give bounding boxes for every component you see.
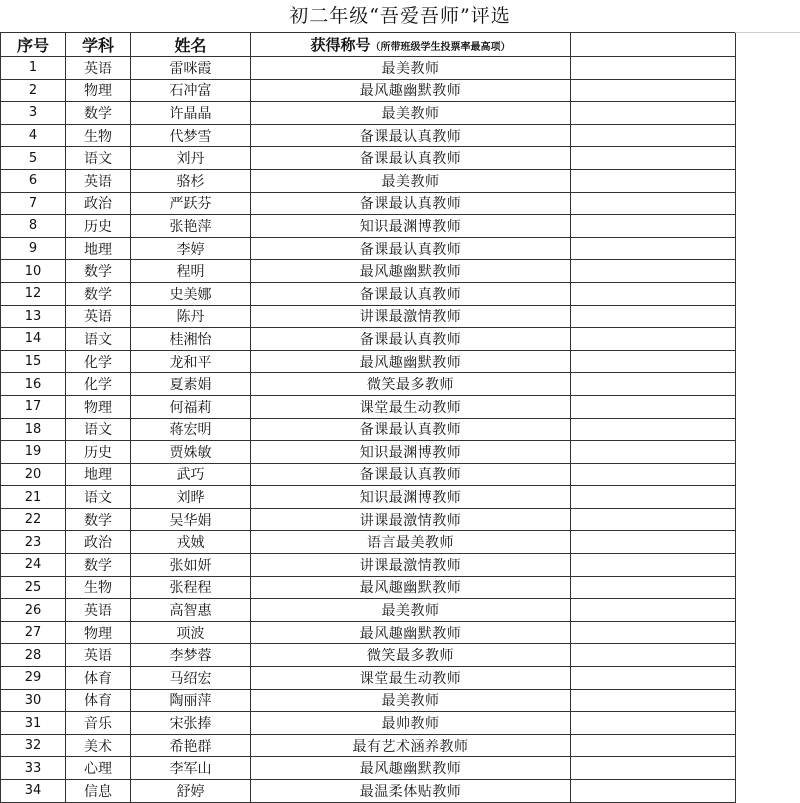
cell-index: 21 bbox=[1, 486, 66, 509]
cell-blank bbox=[571, 554, 736, 577]
table-row bbox=[1, 237, 736, 260]
cell-index: 34 bbox=[1, 780, 66, 803]
cell-subject: 化学 bbox=[66, 373, 131, 396]
cell-name: 龙和平 bbox=[131, 350, 251, 373]
cell-index: 29 bbox=[1, 667, 66, 690]
cell-name: 李军山 bbox=[131, 757, 251, 780]
cell-subject: 英语 bbox=[66, 644, 131, 667]
cell-award: 最风趣幽默教师 bbox=[251, 79, 571, 102]
cell-subject: 物理 bbox=[66, 79, 131, 102]
cell-index: 4 bbox=[1, 124, 66, 147]
cell-subject: 历史 bbox=[66, 441, 131, 464]
header-subject: 学科 bbox=[66, 33, 131, 57]
cell-name: 石冲富 bbox=[131, 79, 251, 102]
table-row bbox=[1, 689, 736, 712]
cell-subject: 体育 bbox=[66, 689, 131, 712]
cell-name: 陈丹 bbox=[131, 305, 251, 328]
header-index: 序号 bbox=[1, 33, 66, 57]
cell-name: 宋张捧 bbox=[131, 712, 251, 735]
cell-blank bbox=[571, 215, 736, 238]
cell-subject: 心理 bbox=[66, 757, 131, 780]
cell-blank bbox=[571, 260, 736, 283]
cell-index: 8 bbox=[1, 215, 66, 238]
cell-index: 33 bbox=[1, 757, 66, 780]
cell-blank bbox=[571, 486, 736, 509]
table-row bbox=[1, 621, 736, 644]
cell-award: 课堂最生动教师 bbox=[251, 395, 571, 418]
cell-subject: 历史 bbox=[66, 215, 131, 238]
cell-subject: 政治 bbox=[66, 531, 131, 554]
table-row bbox=[1, 486, 736, 509]
cell-name: 马绍宏 bbox=[131, 667, 251, 690]
table-body bbox=[1, 57, 736, 803]
cell-award: 微笑最多教师 bbox=[251, 644, 571, 667]
cell-subject: 物理 bbox=[66, 395, 131, 418]
cell-award: 最风趣幽默教师 bbox=[251, 576, 571, 599]
table-row bbox=[1, 418, 736, 441]
cell-name: 高智惠 bbox=[131, 599, 251, 622]
cell-name: 戎娀 bbox=[131, 531, 251, 554]
cell-award: 讲课最激情教师 bbox=[251, 305, 571, 328]
cell-index: 2 bbox=[1, 79, 66, 102]
cell-name: 骆杉 bbox=[131, 169, 251, 192]
cell-name: 张艳萍 bbox=[131, 215, 251, 238]
cell-award: 备课最认真教师 bbox=[251, 147, 571, 170]
cell-subject: 数学 bbox=[66, 260, 131, 283]
table-row bbox=[1, 463, 736, 486]
table-row bbox=[1, 395, 736, 418]
cell-name: 吴华娟 bbox=[131, 508, 251, 531]
cell-subject: 英语 bbox=[66, 169, 131, 192]
cell-award: 知识最渊博教师 bbox=[251, 215, 571, 238]
cell-subject: 语文 bbox=[66, 328, 131, 351]
table-row bbox=[1, 147, 736, 170]
cell-index: 26 bbox=[1, 599, 66, 622]
table-row bbox=[1, 576, 736, 599]
table-row bbox=[1, 508, 736, 531]
cell-subject: 语文 bbox=[66, 486, 131, 509]
cell-blank bbox=[571, 757, 736, 780]
cell-index: 3 bbox=[1, 102, 66, 125]
cell-index: 19 bbox=[1, 441, 66, 464]
cell-award: 备课最认真教师 bbox=[251, 418, 571, 441]
table-row bbox=[1, 305, 736, 328]
cell-index: 20 bbox=[1, 463, 66, 486]
cell-award: 最温柔体贴教师 bbox=[251, 780, 571, 803]
cell-subject: 数学 bbox=[66, 282, 131, 305]
cell-index: 15 bbox=[1, 350, 66, 373]
cell-subject: 英语 bbox=[66, 305, 131, 328]
cell-subject: 英语 bbox=[66, 57, 131, 80]
cell-name: 武巧 bbox=[131, 463, 251, 486]
page-title: 初二年级“吾爱吾师”评选 bbox=[289, 5, 511, 27]
cell-name: 夏素娟 bbox=[131, 373, 251, 396]
cell-name: 舒婷 bbox=[131, 780, 251, 803]
table-row bbox=[1, 734, 736, 757]
cell-subject: 政治 bbox=[66, 192, 131, 215]
cell-blank bbox=[571, 734, 736, 757]
cell-award: 最美教师 bbox=[251, 169, 571, 192]
cell-subject: 物理 bbox=[66, 621, 131, 644]
cell-award: 最有艺术涵养教师 bbox=[251, 734, 571, 757]
cell-blank bbox=[571, 780, 736, 803]
cell-subject: 音乐 bbox=[66, 712, 131, 735]
table-row bbox=[1, 712, 736, 735]
cell-name: 蒋宏明 bbox=[131, 418, 251, 441]
cell-name: 史美娜 bbox=[131, 282, 251, 305]
header-blank bbox=[571, 33, 736, 57]
cell-index: 32 bbox=[1, 734, 66, 757]
cell-blank bbox=[571, 237, 736, 260]
cell-award: 课堂最生动教师 bbox=[251, 667, 571, 690]
cell-name: 张如妍 bbox=[131, 554, 251, 577]
award-table bbox=[0, 32, 736, 803]
cell-award: 备课最认真教师 bbox=[251, 124, 571, 147]
cell-subject: 地理 bbox=[66, 237, 131, 260]
cell-index: 18 bbox=[1, 418, 66, 441]
table-row bbox=[1, 282, 736, 305]
cell-subject: 化学 bbox=[66, 350, 131, 373]
cell-index: 10 bbox=[1, 260, 66, 283]
table-row bbox=[1, 667, 736, 690]
cell-award: 备课最认真教师 bbox=[251, 192, 571, 215]
cell-subject: 美术 bbox=[66, 734, 131, 757]
table-row bbox=[1, 554, 736, 577]
cell-blank bbox=[571, 282, 736, 305]
header-award-label: 获得称号 bbox=[310, 36, 371, 54]
table-row bbox=[1, 531, 736, 554]
table-row bbox=[1, 757, 736, 780]
table-row bbox=[1, 57, 736, 80]
cell-blank bbox=[571, 305, 736, 328]
cell-subject: 语文 bbox=[66, 147, 131, 170]
cell-subject: 语文 bbox=[66, 418, 131, 441]
header-name: 姓名 bbox=[131, 33, 251, 57]
cell-blank bbox=[571, 689, 736, 712]
cell-blank bbox=[571, 79, 736, 102]
cell-award: 最美教师 bbox=[251, 689, 571, 712]
table-row bbox=[1, 169, 736, 192]
cell-name: 程明 bbox=[131, 260, 251, 283]
cell-blank bbox=[571, 621, 736, 644]
cell-blank bbox=[571, 667, 736, 690]
cell-award: 备课最认真教师 bbox=[251, 328, 571, 351]
cell-blank bbox=[571, 350, 736, 373]
table-row bbox=[1, 79, 736, 102]
cell-award: 知识最渊博教师 bbox=[251, 441, 571, 464]
cell-index: 30 bbox=[1, 689, 66, 712]
cell-name: 雷咪霞 bbox=[131, 57, 251, 80]
cell-award: 最风趣幽默教师 bbox=[251, 757, 571, 780]
cell-blank bbox=[571, 418, 736, 441]
cell-subject: 生物 bbox=[66, 576, 131, 599]
cell-index: 1 bbox=[1, 57, 66, 80]
cell-blank bbox=[571, 328, 736, 351]
cell-subject: 数学 bbox=[66, 102, 131, 125]
cell-name: 贾姝敏 bbox=[131, 441, 251, 464]
cell-index: 13 bbox=[1, 305, 66, 328]
cell-index: 25 bbox=[1, 576, 66, 599]
table-row bbox=[1, 215, 736, 238]
table-row bbox=[1, 124, 736, 147]
cell-blank bbox=[571, 102, 736, 125]
cell-award: 备课最认真教师 bbox=[251, 237, 571, 260]
header-row bbox=[1, 33, 736, 57]
cell-name: 刘丹 bbox=[131, 147, 251, 170]
cell-award: 最风趣幽默教师 bbox=[251, 260, 571, 283]
cell-name: 李婷 bbox=[131, 237, 251, 260]
table-row bbox=[1, 260, 736, 283]
cell-index: 12 bbox=[1, 282, 66, 305]
cell-blank bbox=[571, 463, 736, 486]
cell-index: 16 bbox=[1, 373, 66, 396]
header-award-note: （所带班级学生投票率最高项） bbox=[370, 42, 511, 53]
cell-index: 31 bbox=[1, 712, 66, 735]
cell-award: 讲课最激情教师 bbox=[251, 508, 571, 531]
cell-blank bbox=[571, 599, 736, 622]
cell-blank bbox=[571, 576, 736, 599]
cell-subject: 英语 bbox=[66, 599, 131, 622]
table-row bbox=[1, 644, 736, 667]
cell-blank bbox=[571, 124, 736, 147]
table-row bbox=[1, 102, 736, 125]
cell-blank bbox=[571, 373, 736, 396]
cell-blank bbox=[571, 395, 736, 418]
cell-index: 9 bbox=[1, 237, 66, 260]
cell-name: 严跃芬 bbox=[131, 192, 251, 215]
cell-name: 张程程 bbox=[131, 576, 251, 599]
table-row bbox=[1, 599, 736, 622]
cell-name: 刘晔 bbox=[131, 486, 251, 509]
cell-name: 代梦雪 bbox=[131, 124, 251, 147]
cell-blank bbox=[571, 508, 736, 531]
cell-name: 希艳群 bbox=[131, 734, 251, 757]
cell-name: 陶丽萍 bbox=[131, 689, 251, 712]
cell-subject: 体育 bbox=[66, 667, 131, 690]
cell-blank bbox=[571, 147, 736, 170]
table-row bbox=[1, 441, 736, 464]
cell-index: 6 bbox=[1, 169, 66, 192]
table-row bbox=[1, 328, 736, 351]
header-award bbox=[251, 33, 571, 57]
table-row bbox=[1, 350, 736, 373]
cell-subject: 数学 bbox=[66, 554, 131, 577]
cell-award: 讲课最激情教师 bbox=[251, 554, 571, 577]
cell-subject: 数学 bbox=[66, 508, 131, 531]
cell-award: 最风趣幽默教师 bbox=[251, 350, 571, 373]
cell-index: 17 bbox=[1, 395, 66, 418]
cell-index: 23 bbox=[1, 531, 66, 554]
cell-name: 桂湘怡 bbox=[131, 328, 251, 351]
cell-name: 李梦蓉 bbox=[131, 644, 251, 667]
cell-blank bbox=[571, 531, 736, 554]
cell-index: 27 bbox=[1, 621, 66, 644]
cell-subject: 地理 bbox=[66, 463, 131, 486]
cell-index: 28 bbox=[1, 644, 66, 667]
table-row bbox=[1, 780, 736, 803]
cell-blank bbox=[571, 192, 736, 215]
cell-index: 5 bbox=[1, 147, 66, 170]
cell-name: 许晶晶 bbox=[131, 102, 251, 125]
cell-subject: 生物 bbox=[66, 124, 131, 147]
cell-index: 22 bbox=[1, 508, 66, 531]
cell-award: 语言最美教师 bbox=[251, 531, 571, 554]
cell-name: 何福莉 bbox=[131, 395, 251, 418]
cell-blank bbox=[571, 644, 736, 667]
table-row bbox=[1, 192, 736, 215]
cell-award: 备课最认真教师 bbox=[251, 282, 571, 305]
cell-blank bbox=[571, 712, 736, 735]
table-row bbox=[1, 373, 736, 396]
cell-award: 最美教师 bbox=[251, 599, 571, 622]
cell-blank bbox=[571, 441, 736, 464]
cell-index: 14 bbox=[1, 328, 66, 351]
blank-column-area bbox=[735, 32, 800, 801]
cell-index: 7 bbox=[1, 192, 66, 215]
cell-award: 最美教师 bbox=[251, 57, 571, 80]
cell-blank bbox=[571, 57, 736, 80]
cell-award: 微笑最多教师 bbox=[251, 373, 571, 396]
cell-award: 最帅教师 bbox=[251, 712, 571, 735]
cell-award: 备课最认真教师 bbox=[251, 463, 571, 486]
cell-award: 最美教师 bbox=[251, 102, 571, 125]
cell-award: 最风趣幽默教师 bbox=[251, 621, 571, 644]
cell-subject: 信息 bbox=[66, 780, 131, 803]
cell-name: 项波 bbox=[131, 621, 251, 644]
cell-award: 知识最渊博教师 bbox=[251, 486, 571, 509]
cell-index: 24 bbox=[1, 554, 66, 577]
cell-blank bbox=[571, 169, 736, 192]
